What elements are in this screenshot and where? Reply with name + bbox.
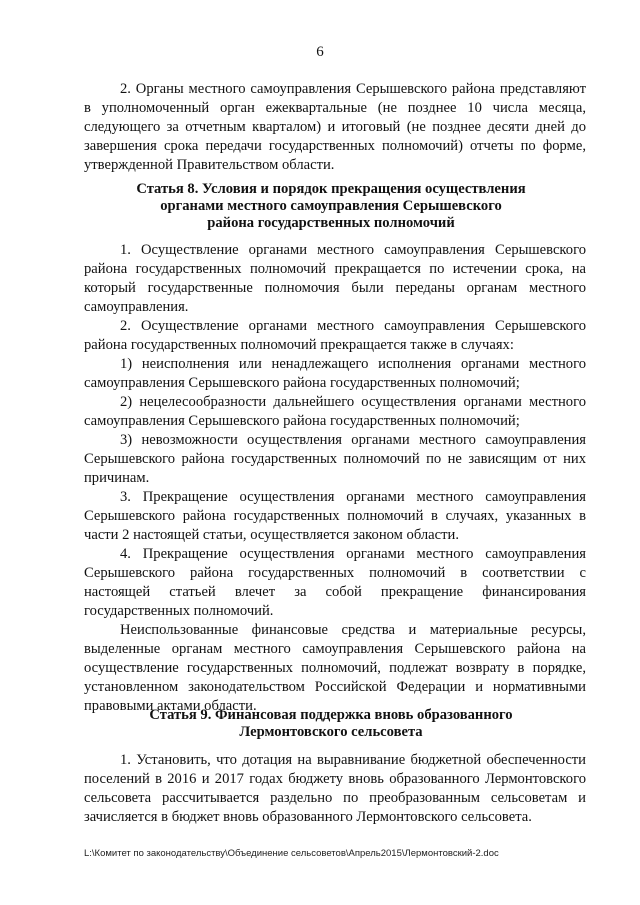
- list-item: 3) невозможности осуществления органами местного самоуправления Серышевского района государственных полномочий по не зависящим от них причинам.: [84, 432, 586, 486]
- paragraph: 2. Органы местного самоуправления Серышевского района представляют в уполномоченный орган ежеквартальные (не позднее 10 числа месяца, следующего за отчетным кварталом) и итоговый (не позднее десяти дней до завершения срока передачи государственных полномочий) отчеты по форме, утвержденной Правительством области.: [84, 81, 586, 173]
- list-item: 2) нецелесообразности дальнейшего осуществления органами местного самоуправления Серышевского района государственных полномочий;: [84, 394, 586, 429]
- paragraph: 1. Осуществление органами местного самоуправления Серышевского района государственных полномочий прекращается по истечении срока, на который государственные полномочия были переданы органам местного самоуправления.: [84, 242, 586, 315]
- paragraph: 1. Установить, что дотация на выравнивание бюджетной обеспеченности поселений в 2016 и 2017 годах бюджету вновь образованного Лермонтовского сельсовета рассчитывается раздельно по преобразованным сельсоветам и зачисляется в бюджет вновь образованного Лермонтовского сельсовета.: [84, 752, 586, 825]
- article9-heading: [96, 707, 566, 741]
- article8-heading: [96, 181, 566, 232]
- page-number: 6: [316, 44, 324, 60]
- paragraph: 4. Прекращение осуществления органами местного самоуправления Серышевского района государственных полномочий в соответствии с настоящей статьей влечет за собой прекращение финансирования государственных полномочий.: [84, 546, 586, 619]
- article9-body: [84, 751, 586, 827]
- paragraph: 3. Прекращение осуществления органами местного самоуправления Серышевского района государственных полномочий в случаях, указанных в части 2 настоящей статьи, осуществляется законом области.: [84, 489, 586, 543]
- article7-part2: [84, 80, 586, 175]
- article9-heading-line1: Статья 9. Финансовая поддержка вновь образованного: [149, 707, 513, 723]
- article9-heading-line2: Лермонтовского сельсовета: [239, 724, 423, 740]
- file-path-footer: L:\Комитет по законодательству\Объединение сельсоветов\Апрель2015\Лермонтовский-2.doc: [84, 848, 499, 859]
- paragraph: 2. Осуществление органами местного самоуправления Серышевского района государственных полномочий прекращается также в случаях:: [84, 318, 586, 353]
- list-item: 1) неисполнения или ненадлежащего исполнения органами местного самоуправления Серышевского района государственных полномочий;: [84, 356, 586, 391]
- paragraph: Неиспользованные финансовые средства и материальные ресурсы, выделенные органам местного самоуправления Серышевского района на осуществление государственных полномочий, подлежат возврату в порядке, установленном законодательством Российской Федерации и нормативными правовыми актами области.: [84, 622, 586, 714]
- article8-heading-line1: Статья 8. Условия и порядок прекращения осуществления: [136, 181, 526, 197]
- article8-body: [84, 241, 586, 716]
- article8-heading-line2: органами местного самоуправления Серышевского: [160, 198, 502, 214]
- article8-heading-line3: района государственных полномочий: [207, 215, 455, 231]
